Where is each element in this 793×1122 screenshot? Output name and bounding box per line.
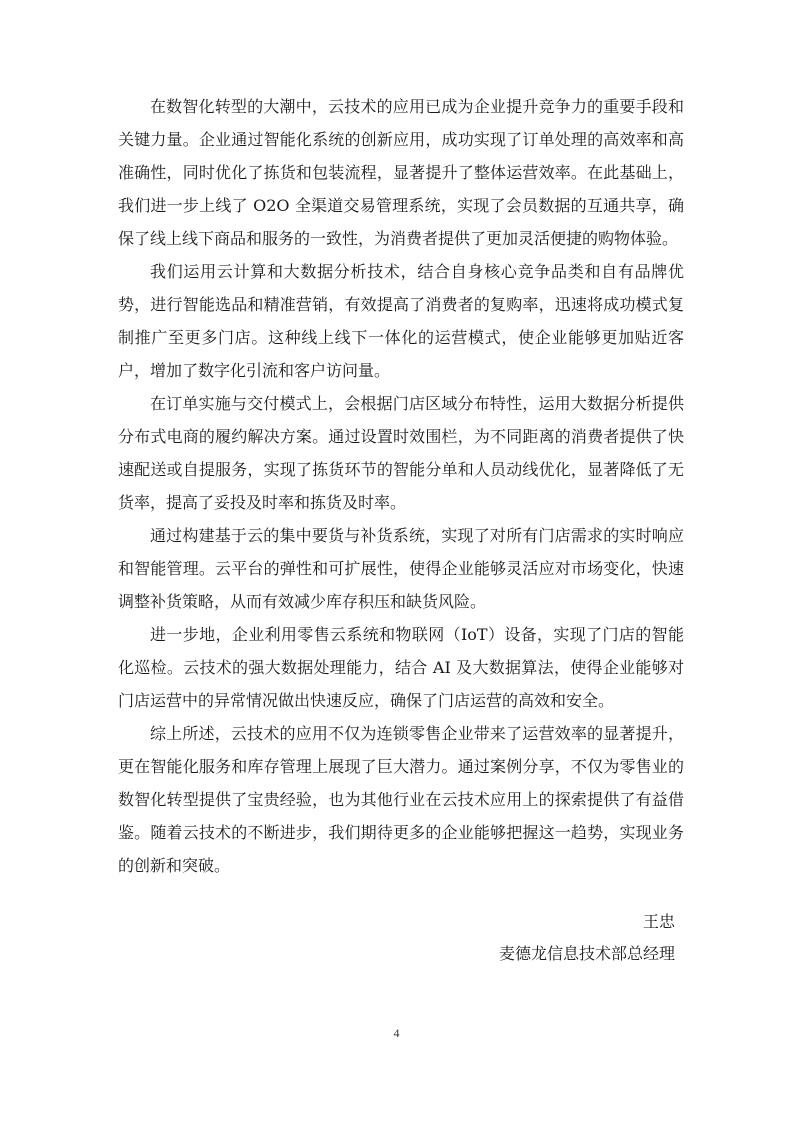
paragraph-3: 在订单实施与交付模式上，会根据门店区域分布特性，运用大数据分析提供分布式电商的履约解决方案。通过设置时效围栏，为不同距离的消费者提供了快速配送或自提服务，实现了拣货环节的智能分单和人员动线优化，显著降低了无货率，提高了妥投及时率和拣货及时率。 xyxy=(118,394,684,512)
paragraph-5: 进一步地，企业利用零售云系统和物联网（IoT）设备，实现了门店的智能化巡检。云技术的强大数据处理能力，结合 AI 及大数据算法，使得企业能够对门店运营中的异常情况做出快速反应，确保了门店运营的高效和安全。 xyxy=(118,625,684,710)
signature-block xyxy=(499,906,675,970)
paragraph-6: 综上所述，云技术的应用不仅为连锁零售企业带来了运营效率的显著提升，更在智能化服务和库存管理上展现了巨大潜力。通过案例分享，不仅为零售业的数智化转型提供了宝贵经验，也为其他行业在云技术应用上的探索提供了有益借鉴。随着云技术的不断进步，我们期待更多的企业能够把握这一趋势，实现业务的创新和突破。 xyxy=(118,724,684,875)
paragraph-4: 通过构建基于云的集中要货与补货系统，实现了对所有门店需求的实时响应和智能管理。云平台的弹性和可扩展性，使得企业能够灵活应对市场变化，快速调整补货策略，从而有效减少库存积压和缺货风险。 xyxy=(118,526,684,611)
paragraph-1: 在数智化转型的大潮中，云技术的应用已成为企业提升竞争力的重要手段和关键力量。企业通过智能化系统的创新应用，成功实现了订单处理的高效率和高准确性，同时优化了拣货和包装流程，显著提升了整体运营效率。在此基础上，我们进一步上线了 O2O 全渠道交易管理系统，实现了会员数据的互通共享，确保了线上线下商品和服务的一致性，为消费者提供了更加灵活便捷的购物体验。 xyxy=(118,97,684,248)
article-body xyxy=(118,90,684,882)
author-name: 王忠 xyxy=(642,912,675,931)
paragraph-2: 我们运用云计算和大数据分析技术，结合自身核心竞争品类和自有品牌优势，进行智能选品和精准营销，有效提高了消费者的复购率，迅速将成功模式复制推广至更多门店。这种线上线下一体化的运营模式，使企业能够更加贴近客户，增加了数字化引流和客户访问量。 xyxy=(118,262,684,380)
page-number: 4 xyxy=(393,1026,400,1040)
author-title: 麦德龙信息技术部总经理 xyxy=(498,944,675,963)
